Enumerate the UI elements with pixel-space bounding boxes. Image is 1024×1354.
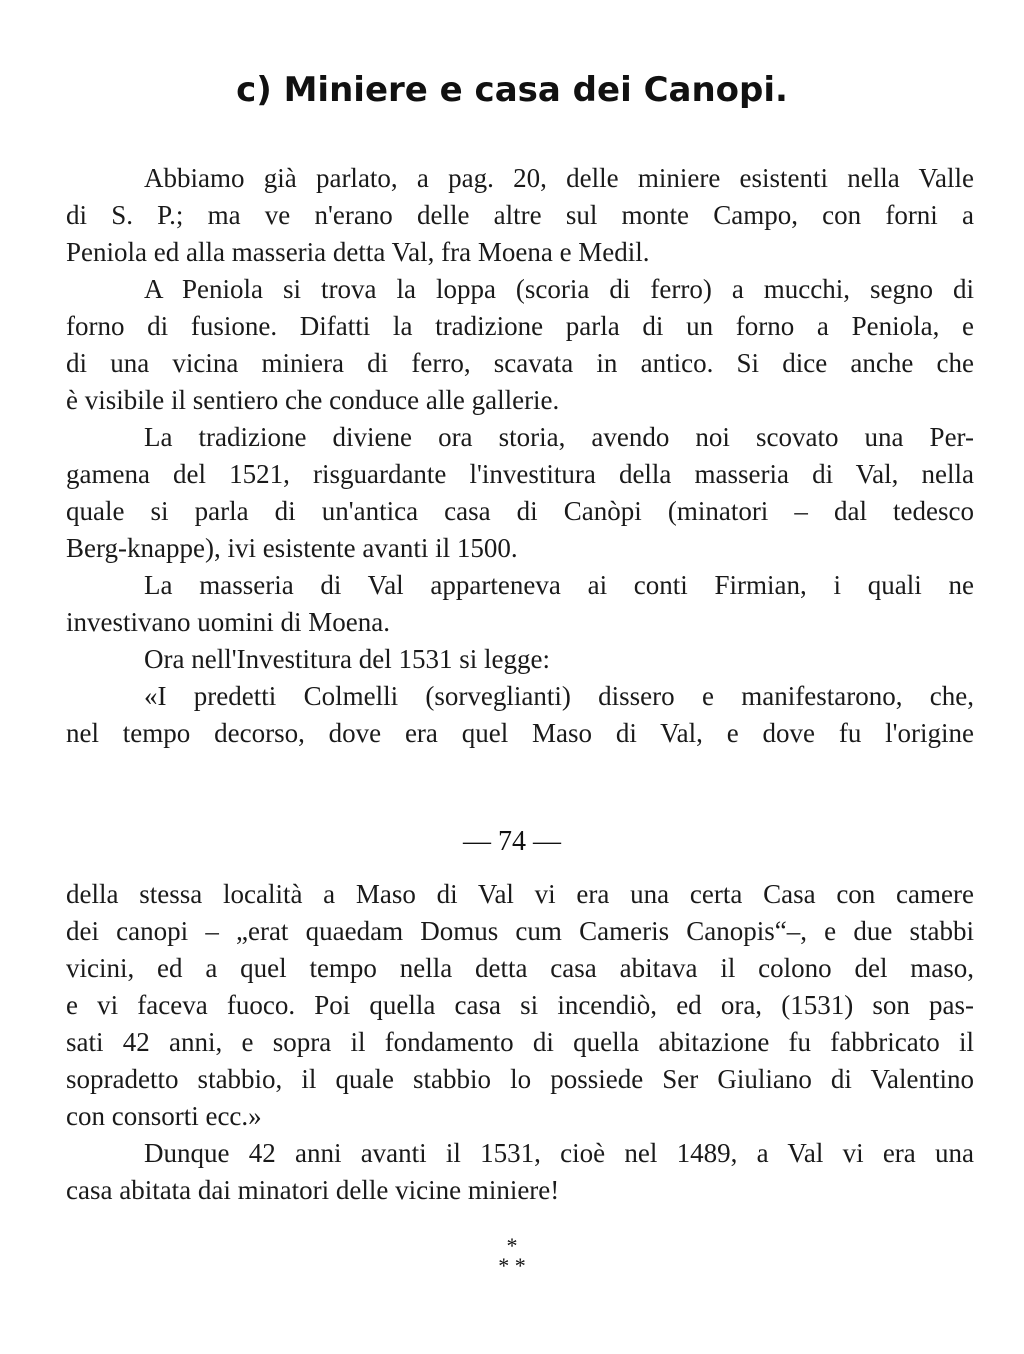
text-line: e vi faceva fuoco. Poi quella casa si incendiò, ed ora, (1531) son pas- [66,990,974,1020]
body-text-top [66,160,974,752]
text-line: della stessa località a Maso di Val vi era una certa Casa con camere [66,879,974,909]
body-text-bottom [66,876,974,1209]
text-line: La masseria di Val apparteneva ai conti Firmian, i quali ne [144,570,974,600]
text-line: forno di fusione. Difatti la tradizione parla di un forno a Peniola, e [66,311,974,341]
text-line: vicini, ed a quel tempo nella detta casa abitava il colono del maso, [66,953,974,983]
text-line: Abbiamo già parlato, a pag. 20, delle miniere esistenti nella Valle [144,163,974,193]
text-line: Dunque 42 anni avanti il 1531, cioè nel 1489, a Val vi era una [144,1138,974,1168]
text-line: sati 42 anni, e sopra il fondamento di quella abitazione fu fabbricato il [66,1027,974,1057]
asterism-top: * [506,1233,518,1258]
text-line: sopradetto stabbio, il quale stabbio lo possiede Ser Giuliano di Valentino [66,1064,974,1094]
asterism-bottom: * * [498,1253,526,1278]
text-line: «I predetti Colmelli (sorveglianti) dissero e manifestarono, che, [144,681,974,711]
text-line: gamena del 1521, risguardante l'investitura della masseria di Val, nella [66,459,974,489]
text-line: investivano uomini di Moena. [66,607,390,637]
text-line: quale si parla di un'antica casa di Canòpi (minatori – dal tedesco [66,496,974,526]
page-number: — 74 — [463,826,561,857]
asterism-ornament [0,1233,1024,1278]
section-heading: c) Miniere e casa dei Canopi. [236,70,788,110]
text-line: casa abitata dai minatori delle vicine miniere! [66,1175,560,1205]
text-line: di una vicina miniera di ferro, scavata in antico. Si dice anche che [66,348,974,378]
text-line: Berg-knappe), ivi esistente avanti il 1500. [66,533,518,563]
text-line: A Peniola si trova la loppa (scoria di ferro) a mucchi, segno di [144,274,974,304]
text-line: Peniola ed alla masseria detta Val, fra Moena e Medil. [66,237,650,267]
text-line: La tradizione diviene ora storia, avendo noi scovato una Per- [144,422,974,452]
text-line: dei canopi – „erat quaedam Domus cum Cameris Canopis“–, e due stabbi [66,916,974,946]
text-line: con consorti ecc.» [66,1101,262,1131]
text-line: Ora nell'Investitura del 1531 si legge: [144,644,551,674]
text-line: nel tempo decorso, dove era quel Maso di Val, e dove fu l'origine [66,718,974,748]
text-line: è visibile il sentiero che conduce alle gallerie. [66,385,560,415]
text-line: di S. P.; ma ve n'erano delle altre sul monte Campo, con forni a [66,200,974,230]
